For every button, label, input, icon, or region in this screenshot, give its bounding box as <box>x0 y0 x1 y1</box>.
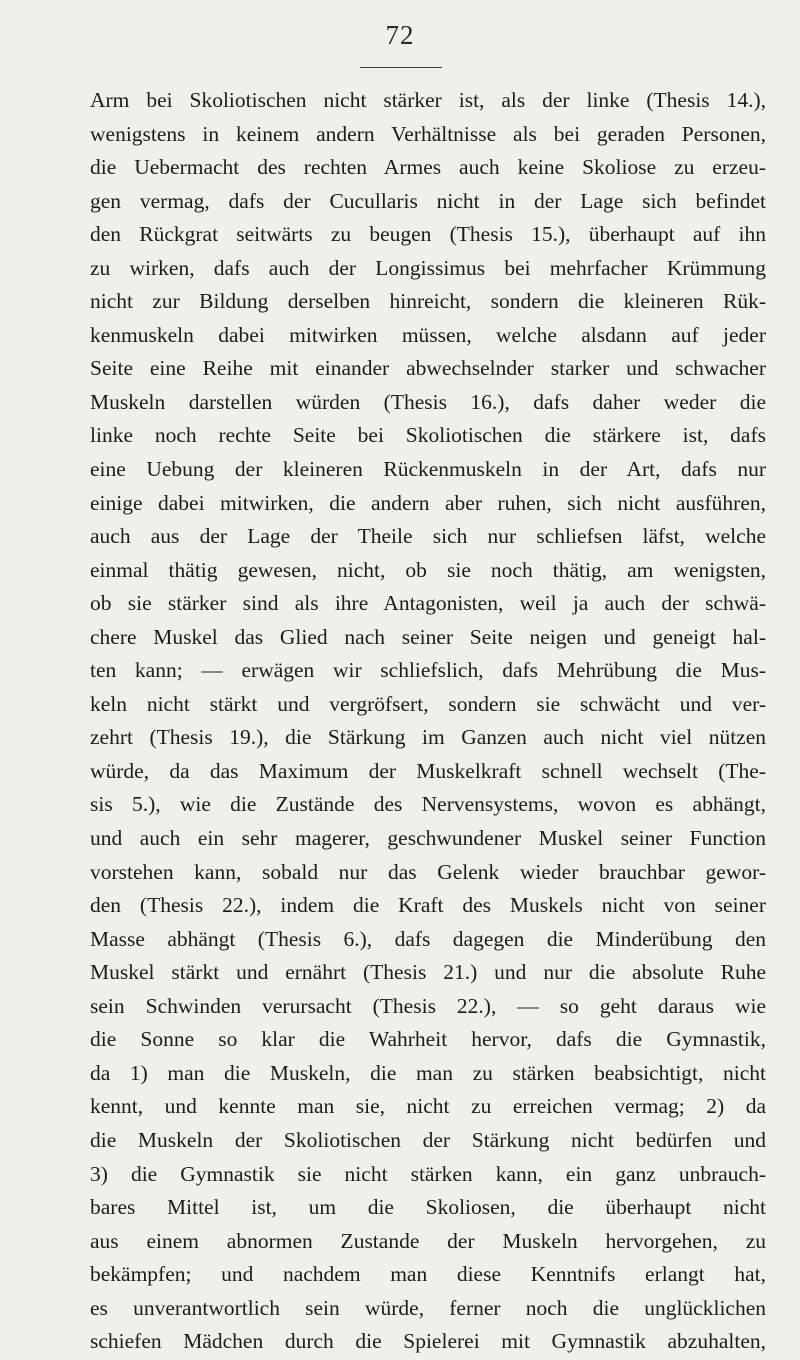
text-line: ob sie stärker sind als ihre Antagonisten, weil ja auch der schwä- <box>90 591 766 616</box>
text-line: einmal thätig gewesen, nicht, ob sie noch thätig, am wenigsten, <box>90 557 766 582</box>
page-number: 72 <box>385 20 415 50</box>
text-line: es unverantwortlich sein würde, ferner noch die unglücklichen <box>90 1295 766 1320</box>
header-rule <box>360 67 442 68</box>
text-line: keln nicht stärkt und vergröfsert, sondern sie schwächt und ver- <box>90 691 766 716</box>
text-line: bares Mittel ist, um die Skoliosen, die überhaupt nicht <box>90 1195 766 1220</box>
text-line: chere Muskel das Glied nach seiner Seite neigen und geneigt hal- <box>90 624 766 649</box>
text-line: den (Thesis 22.), indem die Kraft des Muskels nicht von seiner <box>90 893 766 918</box>
text-line: ten kann; — erwägen wir schliefslich, dafs Mehrübung die Mus- <box>90 658 766 683</box>
text-line: da 1) man die Muskeln, die man zu stärken beabsichtigt, nicht <box>90 1060 766 1085</box>
text-line: linke noch rechte Seite bei Skoliotischen die stärkere ist, dafs <box>90 423 766 448</box>
text-line: eine Uebung der kleineren Rückenmuskeln in der Art, dafs nur <box>90 457 766 482</box>
text-line: und auch ein sehr magerer, geschwundener Muskel seiner Function <box>90 826 766 851</box>
text-line: die Sonne so klar die Wahrheit hervor, dafs die Gymnastik, <box>90 1027 766 1052</box>
text-line: den Rückgrat seitwärts zu beugen (Thesis 15.), überhaupt auf ihn <box>90 222 766 247</box>
text-line: vorstehen kann, sobald nur das Gelenk wieder brauchbar gewor- <box>90 859 766 884</box>
text-line: würde, da das Maximum der Muskelkraft schnell wechselt (The- <box>90 758 766 783</box>
text-line: die Muskeln der Skoliotischen der Stärkung nicht bedürfen und <box>90 1127 766 1152</box>
text-line: sein Schwinden verursacht (Thesis 22.), — so geht daraus wie <box>90 993 766 1018</box>
text-line: bekämpfen; und nachdem man diese Kenntnifs erlangt hat, <box>90 1262 766 1287</box>
text-line: Muskel stärkt und ernährt (Thesis 21.) und nur die absolute Ruhe <box>90 960 766 985</box>
text-line: schiefen Mädchen durch die Spielerei mit Gymnastik abzuhalten, <box>90 1329 766 1354</box>
text-line: nicht zur Bildung derselben hinreicht, sondern die kleineren Rük- <box>90 289 766 314</box>
text-line: wenigstens in keinem andern Verhältnisse als bei geraden Personen, <box>90 121 766 146</box>
body-text <box>90 84 766 1359</box>
text-line: kenmuskeln dabei mitwirken müssen, welche alsdann auf jeder <box>90 322 766 347</box>
text-line: einige dabei mitwirken, die andern aber ruhen, sich nicht ausführen, <box>90 490 766 515</box>
text-line: Muskeln darstellen würden (Thesis 16.), dafs daher weder die <box>90 389 766 414</box>
text-line: sis 5.), wie die Zustände des Nervensystems, wovon es abhängt, <box>90 792 766 817</box>
text-line: die Uebermacht des rechten Armes auch keine Skoliose zu erzeu- <box>90 155 766 180</box>
text-line: zehrt (Thesis 19.), die Stärkung im Ganzen auch nicht viel nützen <box>90 725 766 750</box>
text-line: Arm bei Skoliotischen nicht stärker ist, als der linke (Thesis 14.), <box>90 88 766 112</box>
text-line: Seite eine Reihe mit einander abwechselnder starker und schwacher <box>90 356 766 381</box>
text-line: aus einem abnormen Zustande der Muskeln hervorgehen, zu <box>90 1228 766 1253</box>
text-line: kennt, und kennte man sie, nicht zu erreichen vermag; 2) da <box>90 1094 766 1119</box>
text-line: gen vermag, dafs der Cucullaris nicht in der Lage sich befindet <box>90 188 766 213</box>
text-line: auch aus der Lage der Theile sich nur schliefsen läfst, welche <box>90 524 766 549</box>
text-line: zu wirken, dafs auch der Longissimus bei mehrfacher Krümmung <box>90 255 766 280</box>
text-line: 3) die Gymnastik sie nicht stärken kann, ein ganz unbrauch- <box>90 1161 766 1186</box>
text-line: Masse abhängt (Thesis 6.), dafs dagegen die Minderübung den <box>90 926 766 951</box>
